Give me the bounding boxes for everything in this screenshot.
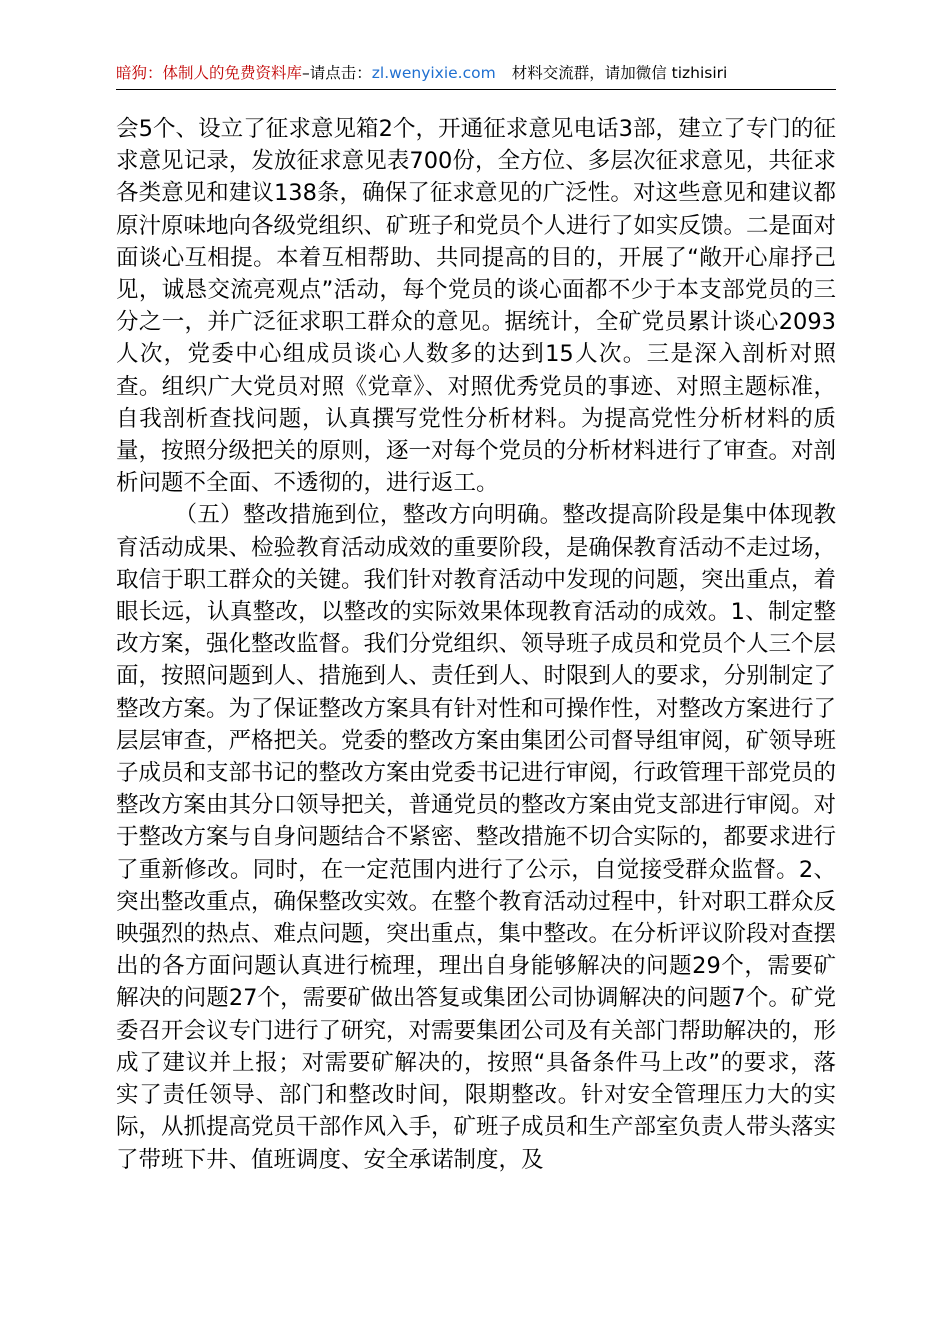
header-group-note: 材料交流群，请加微信 tizhisiri xyxy=(511,64,728,82)
document-body xyxy=(116,113,836,1176)
header-url-link[interactable]: zl.wenyixie.com xyxy=(371,64,496,82)
page-header xyxy=(116,58,836,88)
header-click-prompt: –请点击： xyxy=(302,64,372,82)
header-divider xyxy=(116,89,836,90)
header-site-name: 暗狗：体制人的免费资料库 xyxy=(116,64,303,82)
body-paragraph-1: 会5个、设立了征求意见箱2个，开通征求意见电话3部，建立了专门的征求意见记录，发放征求意见表700份，全方位、多层次征求意见，共征求各类意见和建议138条，确保了征求意见的广泛性。对这些意见和建议都原汁原味地向各级党组织、矿班子和党员个人进行了如实反馈。二是面对面谈心互相提。本着互相帮助、共同提高的目的，开展了“敞开心扉抒己见，诚恳交流亮观点”活动，每个党员的谈心面都不少于本支部党员的三分之一，并广泛征求职工群众的意见。据统计，全矿党员累计谈心2093人次，党委中心组成员谈心人数多的达到15人次。三是深入剖析对照查。组织广大党员对照《党章》、对照优秀党员的事迹、对照主题标准，自我剖析查找问题，认真撰写党性分析材料。为提高党性分析材料的质量，按照分级把关的原则，逐一对每个党员的分析材料进行了审查。对剖析问题不全面、不透彻的，进行返工。 xyxy=(116,116,837,497)
body-paragraph-2: （五）整改措施到位，整改方向明确。整改提高阶段是集中体现教育活动成果、检验教育活动成效的重要阶段，是确保教育活动不走过场，取信于职工群众的关键。我们针对教育活动中发现的问题，突出重点，着眼长远，认真整改，以整改的实际效果体现教育活动的成效。1、制定整改方案，强化整改监督。我们分党组织、领导班子成员和党员个人三个层面，按照问题到人、措施到人、责任到人、时限到人的要求，分别制定了整改方案。为了保证整改方案具有针对性和可操作性，对整改方案进行了层层审查，严格把关。党委的整改方案由集团公司督导组审阅，矿领导班子成员和支部书记的整改方案由党委书记进行审阅，行政管理干部党员的整改方案由其分口领导把关，普通党员的整改方案由党支部进行审阅。对于整改方案与自身问题结合不紧密、整改措施不切合实际的，都要求进行了重新修改。同时，在一定范围内进行了公示，自觉接受群众监督。2、突出整改重点，确保整改实效。在整个教育活动过程中，针对职工群众反映强烈的热点、难点问题，突出重点，集中整改。在分析评议阶段对查摆出的各方面问题认真进行梳理，理出自身能够解决的问题29个，需要矿解决的问题27个，需要矿做出答复或集团公司协调解决的问题7个。矿党委召开会议专门进行了研究，对需要集团公司及有关部门帮助解决的，形成了建议并上报；对需要矿解决的，按照“具备条件马上改”的要求，落实了责任领导、部门和整改时间，限期整改。针对安全管理压力大的实际，从抓提高党员干部作风入手，矿班子成员和生产部室负责人带头落实了带班下井、值班调度、安全承诺制度，及 xyxy=(116,502,837,1173)
